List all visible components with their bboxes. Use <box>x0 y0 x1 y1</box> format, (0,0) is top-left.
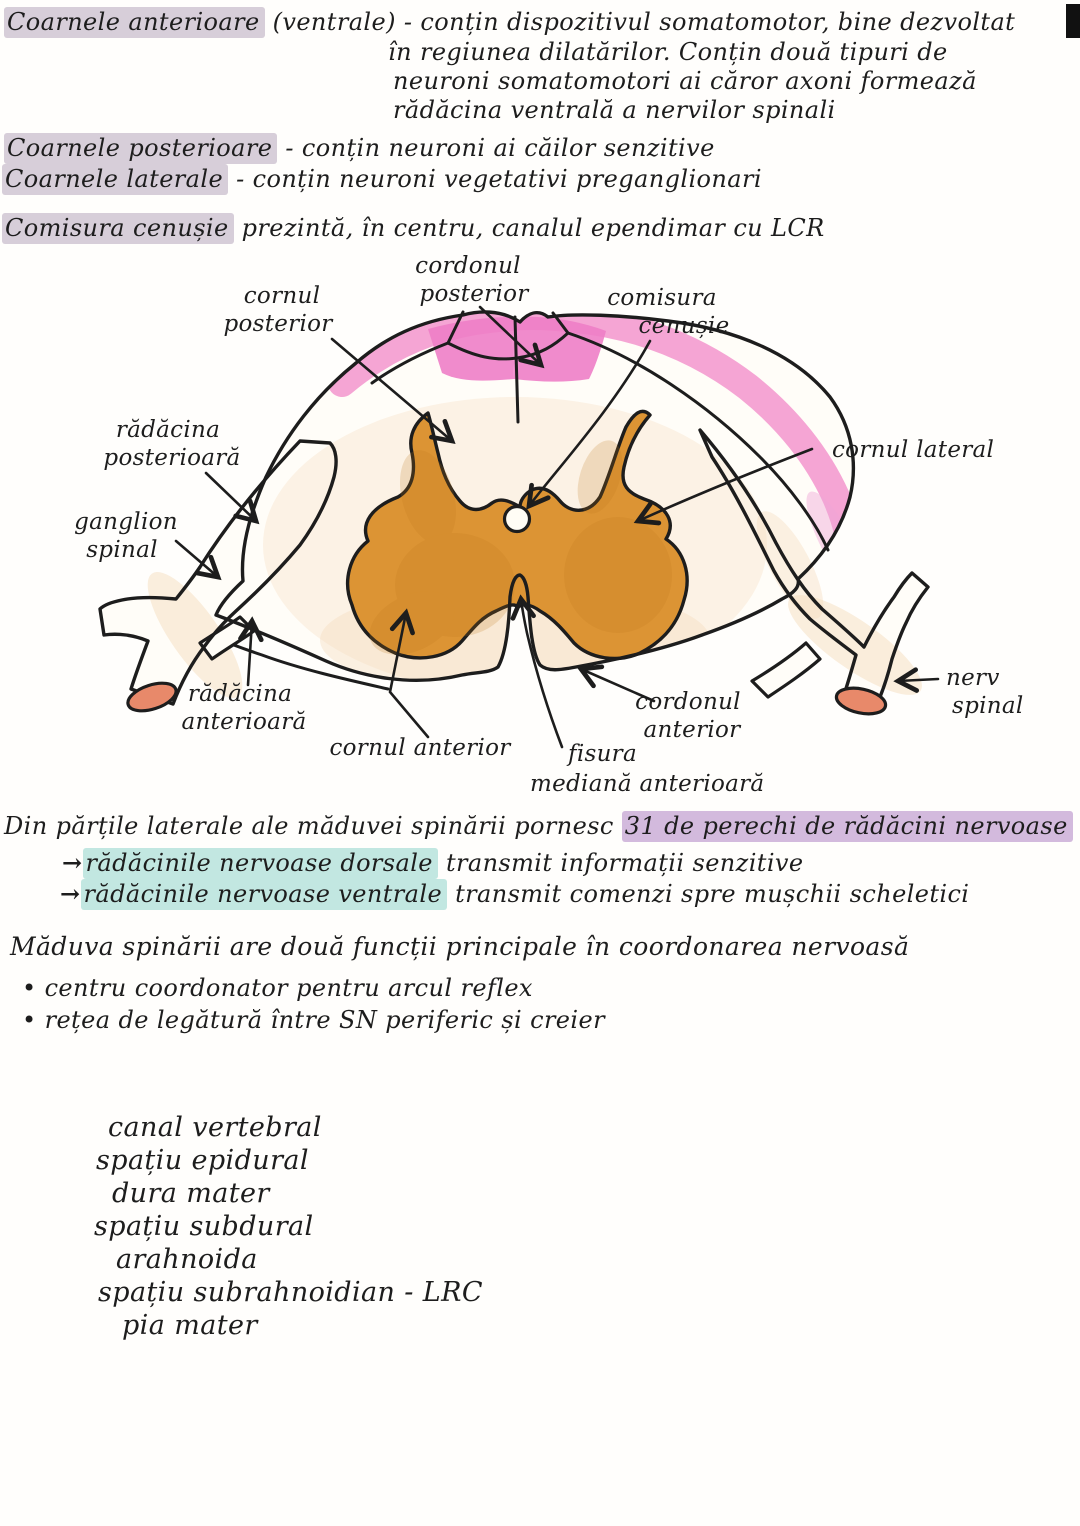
label-ganglion-spinal: spinal <box>86 537 158 563</box>
spinal-cord-diagram <box>0 245 1080 805</box>
label-cordonul-posterior: cordonul <box>415 253 521 279</box>
label-nerv-spinal: spinal <box>952 693 1024 719</box>
highlight-radacini-ventrale: rădăcinile nervoase ventrale <box>81 879 448 910</box>
highlight-31-perechi: 31 de perechi de rădăcini nervoase <box>622 811 1073 842</box>
para-coarnele-laterale <box>2 165 762 193</box>
para-comisura <box>2 214 825 242</box>
right-ventral-root <box>752 643 820 697</box>
bullet-radacini-dorsale <box>62 848 803 877</box>
highlight-comisura: Comisura cenușie <box>2 213 234 244</box>
label-fisura: fisura <box>568 741 637 767</box>
highlight-coarnele-laterale: Coarnele laterale <box>2 164 228 195</box>
text-run: prezintă, în centru, canalul ependimar cu LCR <box>233 214 825 242</box>
label-fisura: mediană anterioară <box>530 771 765 797</box>
label-cornul-anterior: cornul anterior <box>329 735 511 761</box>
para-functii-title: Măduva spinării are două funcții principale în coordonarea nervoasă <box>10 932 910 961</box>
list-item-dura-mater: dura mater <box>112 1178 270 1209</box>
label-comisura-cenusie: comisura <box>607 285 717 311</box>
scan-corner-mark <box>1066 4 1080 38</box>
bullet-centru-coordonator: • centru coordonator pentru arcul reflex <box>22 974 533 1002</box>
list-item-arahnoida: arahnoida <box>116 1244 258 1275</box>
text-run: - conțin neuroni vegetativi preganglionari <box>228 165 762 193</box>
text-run: (ventrale) - conțin dispozitivul somatomotor, bine dezvoltat <box>264 8 1016 36</box>
label-radacina-posterioara: posterioară <box>103 445 241 471</box>
label-cornul-lateral: cornul lateral <box>832 437 995 463</box>
label-radacina-anterioara: anterioară <box>181 709 307 735</box>
label-nerv-spinal: nerv <box>946 665 1000 691</box>
bullet-retea-legatura: • rețea de legătură între SN periferic și creier <box>22 1006 605 1034</box>
label-cornul-posterior: cornul <box>243 283 321 309</box>
label-cordonul-anterior: anterior <box>643 717 741 743</box>
text-run: Din părțile laterale ale măduvei spinării pornesc <box>4 812 622 840</box>
label-radacina-anterioara: rădăcina <box>187 681 293 707</box>
highlight-coarnele-anterioare: Coarnele anterioare <box>4 7 265 38</box>
para-coarnele-anterioare-line4: rădăcina ventrală a nervilor spinali <box>393 96 836 124</box>
para-coarnele-anterioare-line1 <box>4 8 1015 36</box>
highlight-radacini-dorsale: rădăcinile nervoase dorsale <box>83 848 438 879</box>
para-coarnele-anterioare-line2: în regiunea dilatărilor. Conțin două tipuri de <box>388 38 948 66</box>
label-cordonul-anterior: cordonul <box>635 689 741 715</box>
list-item-spatiu-subdural: spațiu subdural <box>94 1211 314 1242</box>
text-run: transmit comenzi spre mușchii scheletici <box>447 880 970 908</box>
label-ganglion-spinal: ganglion <box>74 509 178 535</box>
text-run: - conțin neuroni ai căilor senzitive <box>277 134 715 162</box>
para-coarnele-anterioare-line3: neuroni somatomotori ai căror axoni formează <box>393 67 977 95</box>
highlight-coarnele-posterioare: Coarnele posterioare <box>4 133 277 164</box>
list-item-canal-vertebral: canal vertebral <box>108 1112 322 1143</box>
bullet-radacini-ventrale <box>60 879 969 908</box>
label-radacina-posterioara: rădăcina <box>115 417 221 443</box>
arrow-icon: → <box>62 848 83 877</box>
list-item-pia-mater: pia mater <box>122 1310 258 1341</box>
list-item-spatiu-subrahnoidian: spațiu subrahnoidian - LRC <box>98 1277 483 1308</box>
arrow-icon: → <box>60 879 81 908</box>
central-canal <box>505 507 530 532</box>
list-item-spatiu-epidural: spațiu epidural <box>96 1145 309 1176</box>
label-cordonul-posterior: posterior <box>419 281 529 307</box>
para-coarnele-posterioare <box>4 134 715 162</box>
label-comisura-cenusie: cenușie <box>638 313 730 339</box>
label-cornul-posterior: posterior <box>223 311 333 337</box>
para-31-perechi <box>4 812 1073 840</box>
text-run: transmit informații senzitive <box>437 849 804 877</box>
